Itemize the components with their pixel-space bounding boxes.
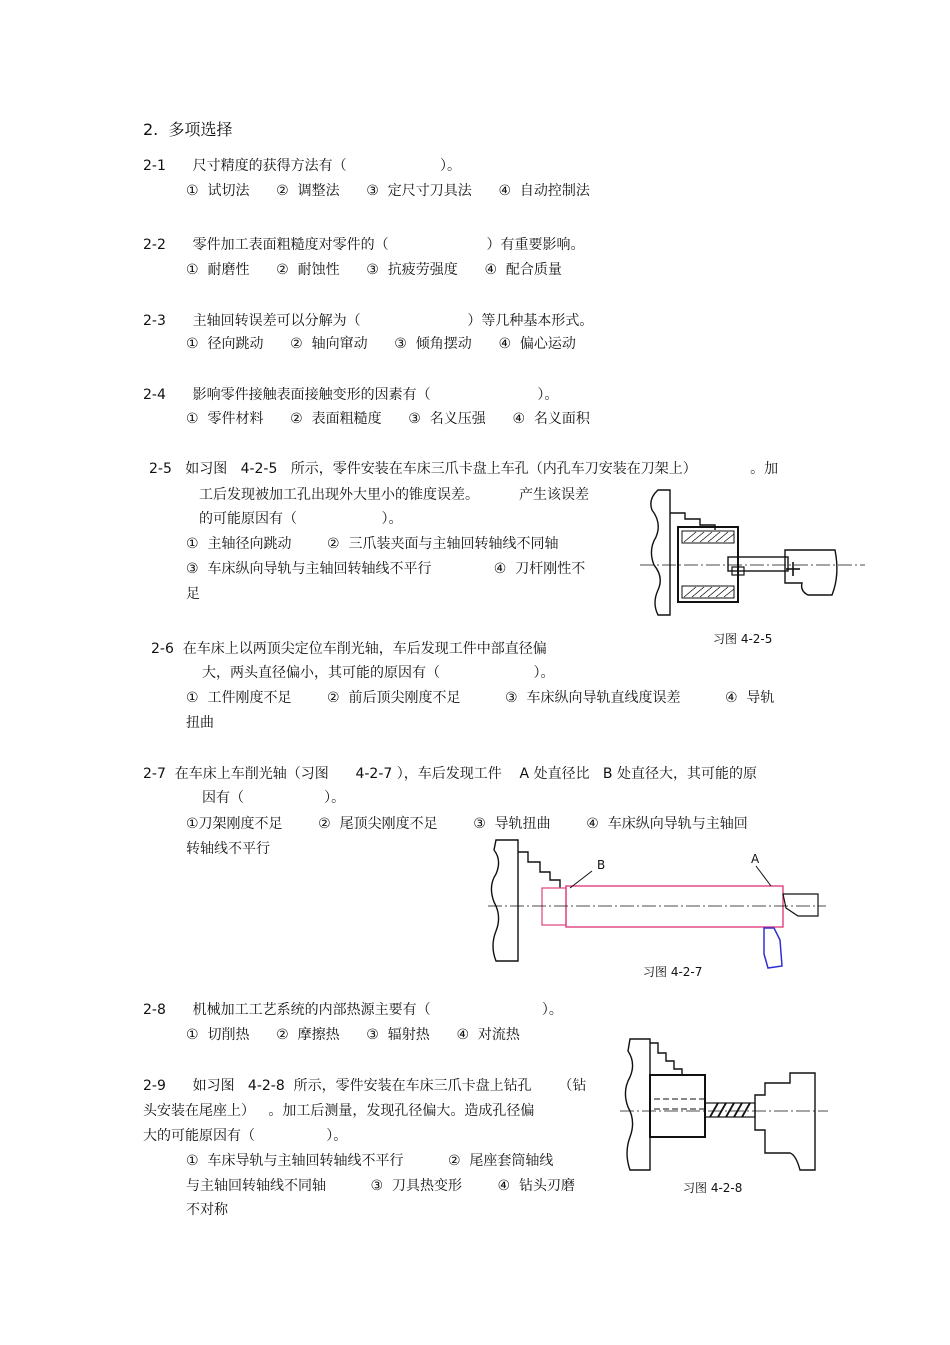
question-2-1: 2-1 尺寸精度的获得方法有（ ）。 (143, 158, 462, 174)
question-2-5-options: ① 主轴径向跳动 ② 三爪装夹面与主轴回转轴线不同轴 (186, 536, 559, 552)
question-2-9-options-2: 与主轴回转轴线不同轴 ③ 刀具热变形 ④ 钻头刃磨 (186, 1178, 576, 1194)
question-2-4: 2-4 影响零件接触表面接触变形的因素有（ ）。 (143, 387, 559, 403)
question-2-6-options: ① 工件刚度不足 ② 前后顶尖刚度不足 ③ 车床纵向导轨直线度误差 ④ 导轨 (186, 690, 775, 706)
question-2-7-options-2: 转轴线不平行 (186, 841, 270, 857)
question-2-5-options-3: 足 (186, 586, 200, 602)
question-2-5-line3: 的可能原因有（ ）。 (199, 511, 403, 527)
figure-4-2-7 (488, 836, 828, 976)
question-2-2: 2-2 零件加工表面粗糙度对零件的（ ）有重要影响。 (143, 237, 585, 253)
question-2-7-line2: 因有（ ）。 (202, 790, 346, 806)
figure-4-2-7-label-a: A (751, 852, 760, 866)
question-2-6: 2-6 在车床上以两顶尖定位车削光轴，车后发现工件中部直径偏 (151, 641, 547, 657)
question-2-6-options-2: 扭曲 (186, 715, 214, 731)
figure-4-2-8-caption: 习图 4-2-8 (683, 1181, 743, 1195)
section-title: 2. 多项选择 (143, 120, 233, 139)
question-2-1-options: ① 试切法 ② 调整法 ③ 定尺寸刀具法 ④ 自动控制法 (186, 183, 590, 199)
question-2-9-options: ① 车床导轨与主轴回转轴线不平行 ② 尾座套筒轴线 (186, 1153, 554, 1169)
question-2-8-options: ① 切削热 ② 摩擦热 ③ 辐射热 ④ 对流热 (186, 1027, 520, 1043)
question-2-9-line3: 大的可能原因有（ ）。 (143, 1128, 348, 1144)
figure-4-2-8 (620, 1035, 830, 1175)
question-2-9: 2-9 如习图 4-2-8 所示，零件安装在车床三爪卡盘上钻孔 （钻 (143, 1078, 587, 1094)
question-2-6-line2: 大，两头直径偏小，其可能的原因有（ ）。 (202, 665, 555, 681)
question-2-5: 2-5 如习图 4-2-5 所示，零件安装在车床三爪卡盘上车孔（内孔车刀安装在刀架上） 。加 (149, 461, 779, 477)
figure-4-2-5 (640, 485, 865, 620)
question-2-9-options-3: 不对称 (186, 1202, 228, 1218)
question-2-3: 2-3 主轴回转误差可以分解为（ ）等几种基本形式。 (143, 313, 594, 329)
question-2-5-line2: 工后发现被加工孔出现外大里小的锥度误差。 产生该误差 (199, 487, 590, 503)
question-2-3-options: ① 径向跳动 ② 轴向窜动 ③ 倾角摆动 ④ 偏心运动 (186, 336, 576, 352)
question-2-7-options: ①刀架刚度不足 ② 尾顶尖刚度不足 ③ 导轨扭曲 ④ 车床纵向导轨与主轴回 (186, 816, 748, 832)
figure-4-2-7-caption: 习图 4-2-7 (643, 965, 703, 979)
question-2-7: 2-7 在车床上车削光轴（习图 4-2-7 ），车后发现工件 A 处直径比 B 处直径大，其可能的原 (143, 766, 757, 782)
figure-4-2-7-label-b: B (597, 858, 606, 872)
question-2-5-options-2: ③ 车床纵向导轨与主轴回转轴线不平行 ④ 刀杆刚性不 (186, 561, 586, 577)
question-2-4-options: ① 零件材料 ② 表面粗糙度 ③ 名义压强 ④ 名义面积 (186, 411, 590, 427)
question-2-8: 2-8 机械加工工艺系统的内部热源主要有（ ）。 (143, 1002, 563, 1018)
question-2-9-line2: 头安装在尾座上） 。加工后测量，发现孔径偏大。造成孔径偏 (143, 1103, 535, 1119)
question-2-2-options: ① 耐磨性 ② 耐蚀性 ③ 抗疲劳强度 ④ 配合质量 (186, 262, 562, 278)
figure-4-2-5-caption: 习图 4-2-5 (713, 632, 773, 646)
